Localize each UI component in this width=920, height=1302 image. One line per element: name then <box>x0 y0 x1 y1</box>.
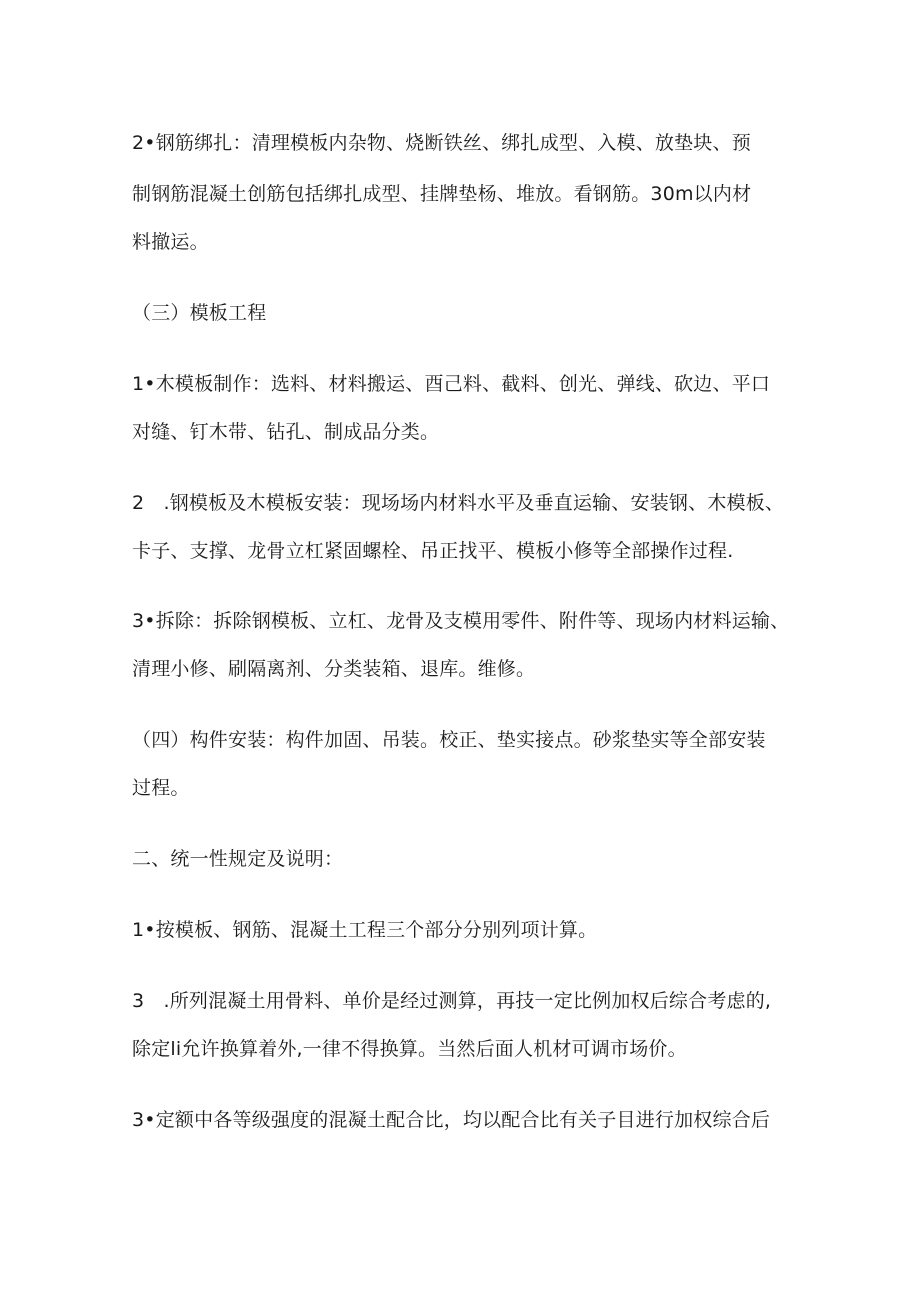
paragraph-wood-formwork-line-1: 1•木模板制作：选料、材料搬运、酉己料、截料、创光、弹线、砍边、平口 <box>132 373 771 395</box>
paragraph-wood-formwork-line-2: 对缝、钉木带、钻孔、制成品分类。 <box>132 421 440 443</box>
paragraph-rebar-binding-line-2: 制钢筋混凝土创筋包括绑扎成型、挂牌垫杨、堆放。看钢筋。30m以内材 <box>132 183 752 205</box>
paragraph-rebar-binding-line-1: 2•钢筋绑扎：清理模板内杂物、烧断铁丝、绑扎成型、入模、放垫块、预 <box>132 132 751 154</box>
paragraph-removal-line-2: 清理小修、刷隔离剂、分类装箱、退库。维修。 <box>132 658 536 680</box>
paragraph-formwork-install-line-1: 2 .钢模板及木模板安装：现场场内材料水平及垂直运输、安装钢、木模板、 <box>132 492 785 514</box>
paragraph-removal-line-1: 3•拆除：拆除钢模板、立杠、龙骨及支模用零件、附件等、现场内材料运输、 <box>132 610 790 632</box>
paragraph-rule-aggregate-line-1: 3 .所列混凝土用骨料、单价是经过测算，再技一定比例加权后综合考虑的, <box>132 990 772 1012</box>
paragraph-rebar-binding-line-3: 料撤运。 <box>132 231 209 253</box>
paragraph-rule-1: 1•按模板、钢筋、混凝土工程三个部分分别列项计算。 <box>132 919 598 941</box>
section-heading-formwork: （三）模板工程 <box>132 302 267 324</box>
section-heading-unified-rules: 二、统一性规定及说明： <box>132 848 344 870</box>
paragraph-component-install-line-1: （四）构件安装：构件加固、吊装。校正、垫实接点。砂浆垫实等全部安装 <box>132 729 766 751</box>
paragraph-formwork-install-line-2: 卡子、支撑、龙骨立杠紧固螺栓、吊正找平、模板小修等全部操作过程. <box>132 540 734 562</box>
paragraph-component-install-line-2: 过程。 <box>132 777 190 799</box>
paragraph-rule-aggregate-line-2: 除定li允许换算着外,一律不得换算。当然后面人机材可调市场价。 <box>132 1038 687 1060</box>
paragraph-rule-mix-ratio: 3•定额中各等级强度的混凝土配合比，均以配合比有关子目进行加权综合后 <box>132 1109 771 1131</box>
